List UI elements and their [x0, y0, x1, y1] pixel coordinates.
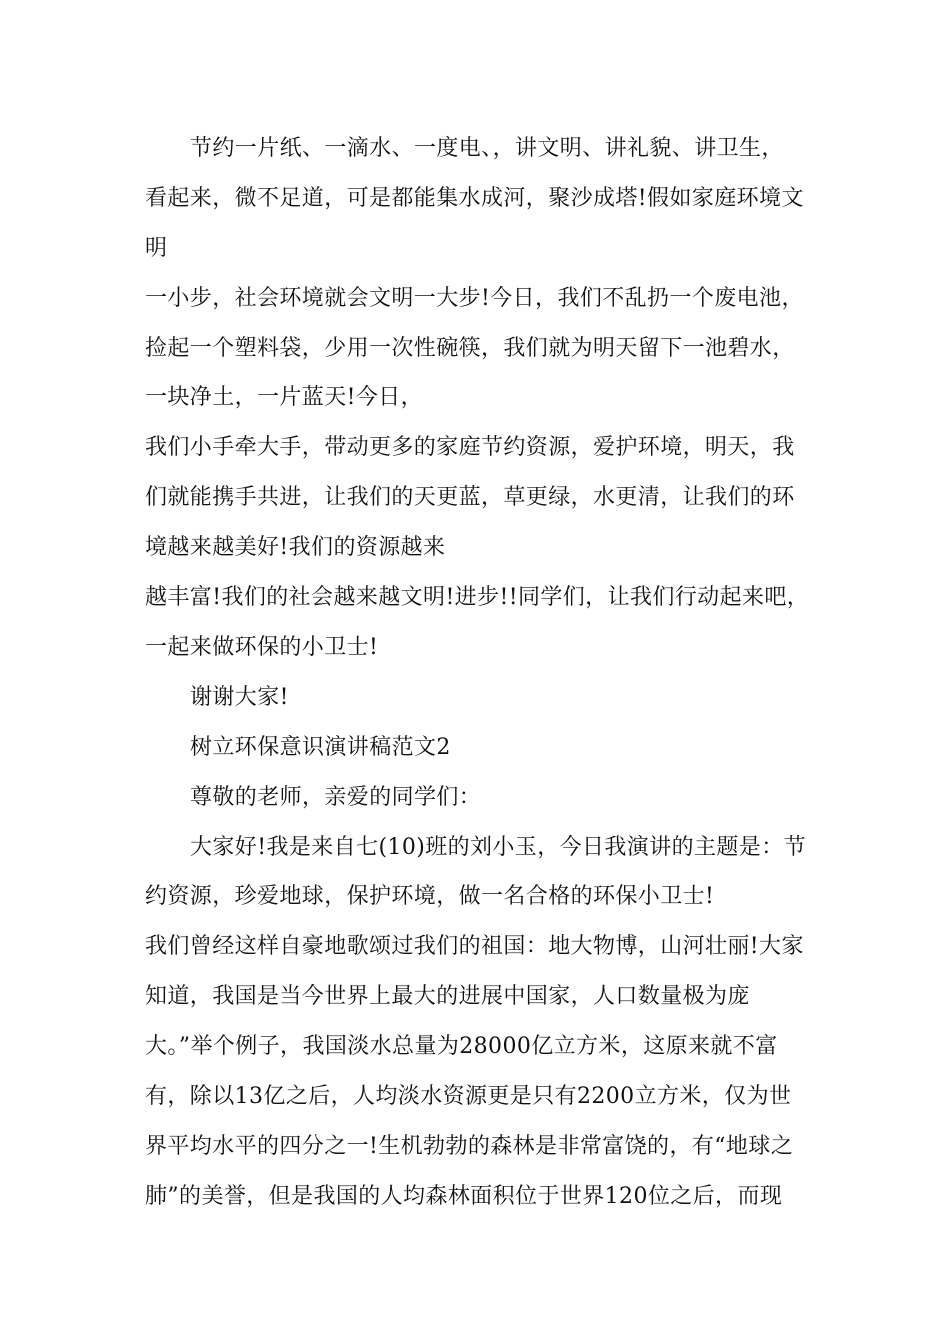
- text-line: 一起来做环保的小卫士!: [145, 635, 379, 660]
- text-line: 约资源，珍爱地球，保护环境，做一名合格的环保小卫士!: [145, 884, 715, 909]
- text-line: 看起来，微不足道，可是都能集水成河，聚沙成塔!假如家庭环境文: [145, 186, 804, 211]
- text-line: 境越来越美好!我们的资源越来: [145, 535, 446, 560]
- text-line: 一小步，社会环境就会文明一大步!今日，我们不乱扔一个废电池，: [145, 286, 804, 311]
- text-line: 我们曾经这样自豪地歌颂过我们的祖国：地大物博，山河壮丽!大家: [145, 934, 804, 959]
- text-line: 一块净土，一片蓝天!今日，: [145, 385, 424, 410]
- text-line: 节约一片纸、一滴水、一度电、，讲文明、讲礼貌、讲卫生，: [190, 136, 784, 161]
- section-title: 树立环保意识演讲稿范文2: [190, 735, 451, 760]
- text-line: 界平均水平的四分之一!生机勃勃的森林是非常富饶的，有“地球之: [145, 1134, 794, 1159]
- text-line: 谢谢大家!: [190, 685, 289, 710]
- text-line: 尊敬的老师，亲爱的同学们：: [190, 785, 482, 810]
- text-line: 知道，我国是当今世界上最大的进展中国家，人口数量极为庞: [145, 984, 750, 1009]
- text-line: 越丰富!我们的社会越来越文明!进步!!同学们，让我们行动起来吧，: [145, 585, 810, 610]
- text-line: 大家好!我是来自七(10)班的刘小玉，今日我演讲的主题是：节: [190, 835, 807, 860]
- text-line: 我们小手牵大手，带动更多的家庭节约资源，爱护环境，明天，我: [145, 435, 795, 460]
- text-line: 大。”举个例子，我国淡水总量为28000亿立方米，这原来就不富: [145, 1034, 778, 1059]
- text-line: 们就能携手共进，让我们的天更蓝，草更绿，水更清，让我们的环: [145, 485, 795, 510]
- text-line: 捡起一个塑料袋，少用一次性碗筷，我们就为明天留下一池碧水，: [145, 336, 795, 361]
- text-line: 肺”的美誉，但是我国的人均森林面积位于世界120位之后，而现: [145, 1184, 783, 1209]
- text-line: 有，除以13亿之后，人均淡水资源更是只有2200立方米，仅为世: [145, 1084, 792, 1109]
- text-line: 明: [145, 236, 168, 261]
